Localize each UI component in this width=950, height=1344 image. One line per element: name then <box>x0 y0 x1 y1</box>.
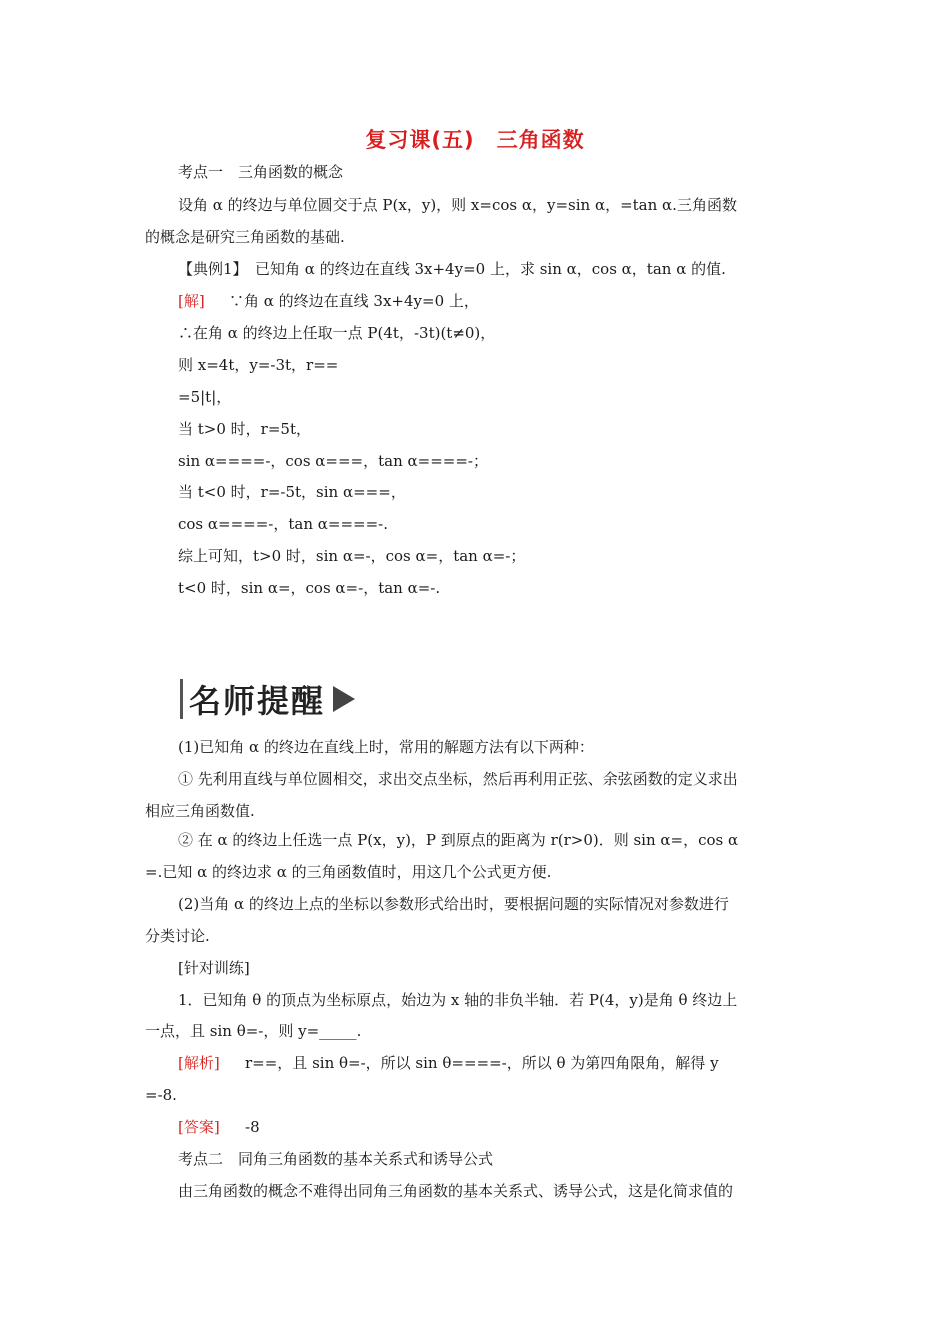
solution-line: ∵角 α 的终边在直线 3x+4y=0 上， <box>229 292 479 310</box>
training-heading: [针对训练] <box>178 959 250 977</box>
tip-line: 相应三角函数值. <box>145 802 255 820</box>
answer-tag: [答案] <box>178 1118 220 1136</box>
paragraph-line: 的概念是研究三角函数的基础. <box>145 228 345 246</box>
analysis-line: r==，且 sin θ=-，所以 sin θ====-，所以 θ 为第四角限角，解得 y <box>245 1054 719 1072</box>
example-statement: 【典例1】 已知角 α 的终边在直线 3x+4y=0 上，求 sin α，cos α，tan α 的值. <box>178 260 726 278</box>
solution-line: 则 x=4t，y=-3t，r== <box>178 356 339 374</box>
question-line: 1．已知角 θ 的顶点为坐标原点，始边为 x 轴的非负半轴．若 P(4，y)是角 θ 终边上 <box>178 991 738 1009</box>
section-heading-2: 考点二 同角三角函数的基本关系式和诱导公式 <box>178 1150 494 1168</box>
analysis-tag: [解析] <box>178 1054 220 1072</box>
solution-tag: [解] <box>178 292 205 310</box>
solution-line: ∴在角 α 的终边上任取一点 P(4t，-3t)(t≠0)， <box>178 324 496 342</box>
tip-line: 分类讨论. <box>145 927 210 945</box>
solution-line: 当 t>0 时，r=5t， <box>178 420 311 438</box>
tip-line: =.已知 α 的终边求 α 的三角函数值时，用这几个公式更方便. <box>145 863 552 881</box>
page-title: 复习课(五) 三角函数 <box>365 128 585 152</box>
solution-line: t<0 时，sin α=，cos α=-，tan α=-. <box>178 579 441 597</box>
banner-bar <box>180 679 183 719</box>
solution-line: =5|t|， <box>178 388 232 406</box>
solution-line: cos α====-，tan α====-. <box>178 515 389 533</box>
section-heading-1: 考点一 三角函数的概念 <box>178 163 344 181</box>
teacher-tip-banner <box>180 677 355 721</box>
tip-line: (1)已知角 α 的终边在直线上时，常用的解题方法有以下两种： <box>178 738 594 756</box>
tip-line: ① 先利用直线与单位圆相交，求出交点坐标，然后再利用正弦、余弦函数的定义求出 <box>178 770 738 788</box>
paragraph-line: 设角 α 的终边与单位圆交于点 P(x，y)，则 x=cos α，y=sin α，=tan α.三角函数 <box>178 196 737 214</box>
solution-line: 综上可知，t>0 时，sin α=-，cos α=，tan α=-； <box>178 547 526 565</box>
paragraph-line: 由三角函数的概念不难得出同角三角函数的基本关系式、诱导公式，这是化简求值的 <box>178 1182 734 1200</box>
question-line: 一点，且 sin θ=-，则 y=_____. <box>145 1022 362 1040</box>
solution-line: 当 t<0 时，r=-5t，sin α===， <box>178 483 406 501</box>
analysis-line: =-8. <box>145 1086 177 1104</box>
banner-title: 名师提醒 <box>189 682 326 720</box>
solution-line: sin α====-，cos α===，tan α====-； <box>178 452 488 470</box>
answer-value: -8 <box>245 1118 260 1136</box>
triangle-right-icon <box>333 686 355 712</box>
tip-line: ② 在 α 的终边上任选一点 P(x，y)，P 到原点的距离为 r(r>0)．则 sin α=，cos α <box>178 831 739 849</box>
tip-line: (2)当角 α 的终边上点的坐标以参数形式给出时，要根据问题的实际情况对参数进行 <box>178 895 729 913</box>
